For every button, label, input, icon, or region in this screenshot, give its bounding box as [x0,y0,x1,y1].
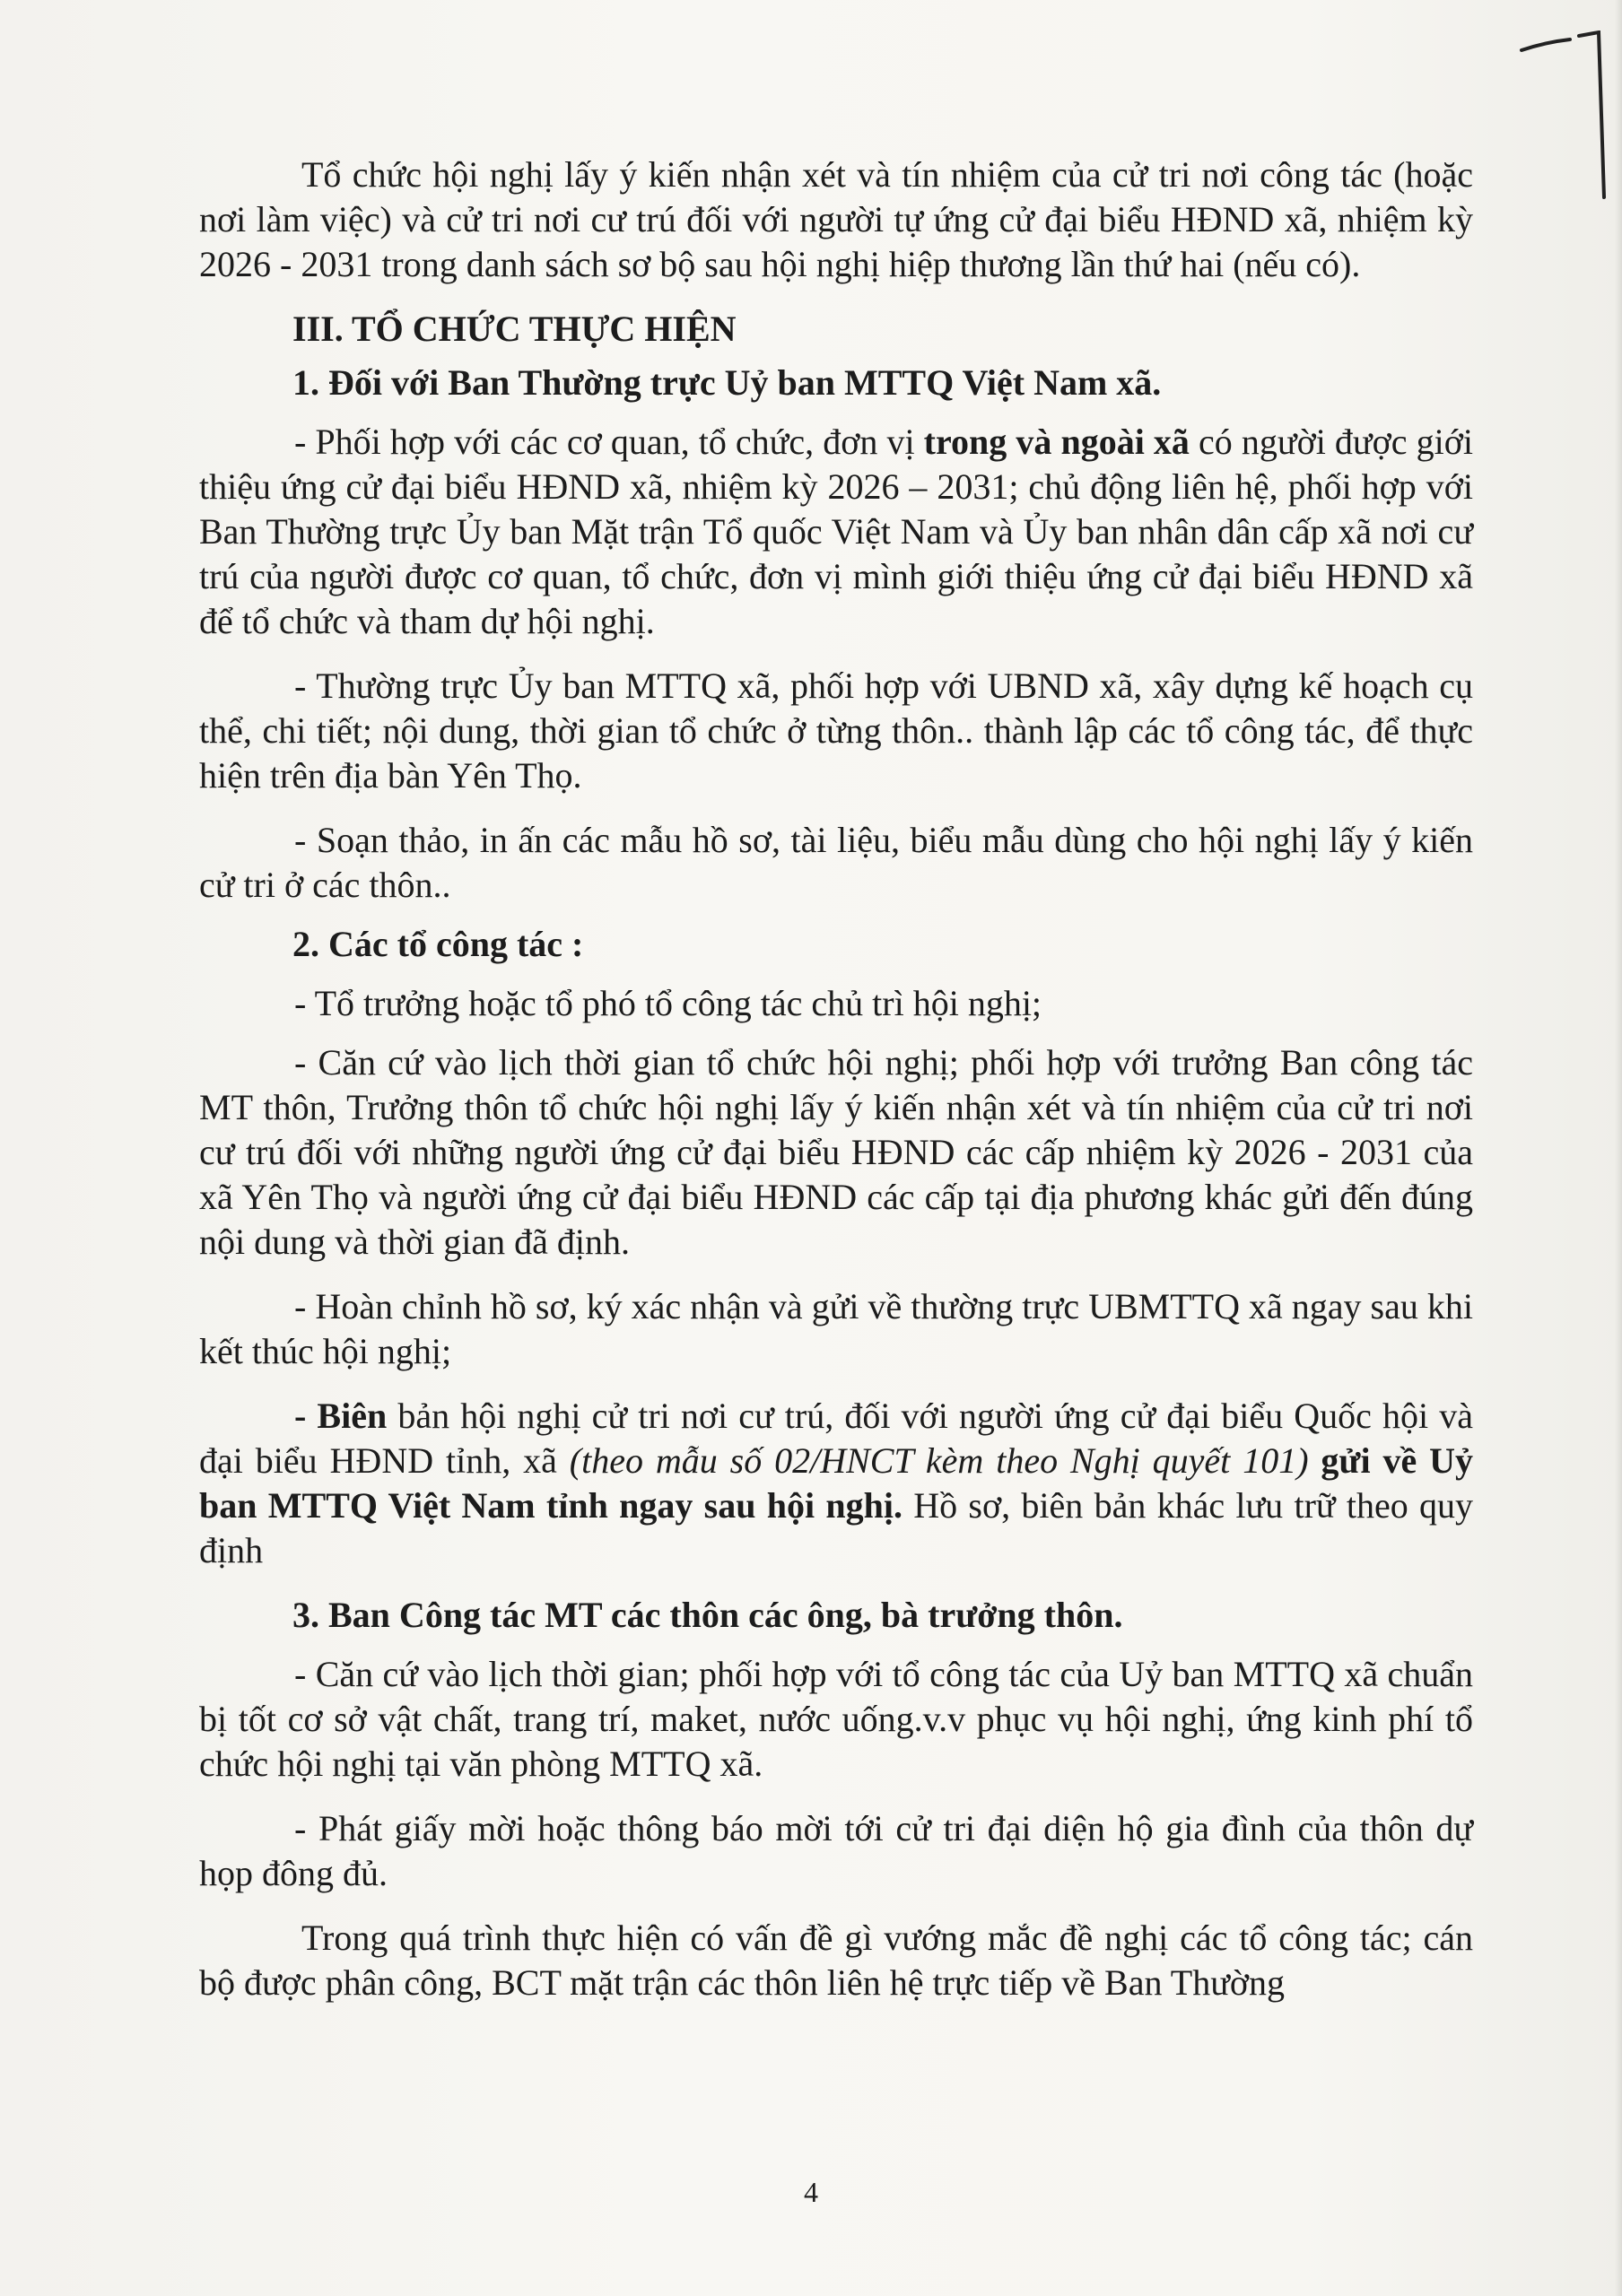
heading-to-cong-tac: 2. Các tổ công tác : [292,924,584,964]
closing-paragraph: Trong quá trình thực hiện có vấn đề gì vướng mắc đề nghị các tổ công tác; cán bộ được phân công, BCT mặt trận các thôn liên hệ trực tiếp về Ban Thường [199,1918,1473,2003]
ban-thuong-truc-item-3: - Soạn thảo, in ấn các mẫu hồ sơ, tài liệu, biểu mẫu dùng cho hội nghị lấy ý kiến cử tri ở các thôn.. [199,820,1473,905]
scan-edge-shadow [1615,0,1622,2296]
ban-cong-tac-item-1: - Căn cứ vào lịch thời gian; phối hợp với tổ công tác của Uỷ ban MTTQ xã chuẩn bị tốt cơ sở vật chất, trang trí, maket, nước uống.v.v phục vụ hội nghị, ứng kinh phí tổ chức hội nghị tại văn phòng MTTQ xã. [199,1654,1473,1784]
page-edge-mark [1518,30,1617,201]
intro-paragraph: Tổ chức hội nghị lấy ý kiến nhận xét và tín nhiệm của cử tri nơi công tác (hoặc nơi làm việc) và cử tri nơi cư trú đối với người tự ứng cử đại biểu HĐND xã, nhiệm kỳ 2026 - 2031 trong danh sách sơ bộ sau hội nghị hiệp thương lần thứ hai (nếu có). [199,154,1473,284]
ban-thuong-truc-item-1 [199,420,1473,644]
to-cong-tac-item-2: - Căn cứ vào lịch thời gian tổ chức hội nghị; phối hợp với trưởng Ban công tác MT thôn, Trưởng thôn tổ chức hội nghị lấy ý kiến nhận xét và tín nhiệm của cử tri nơi cư trú đối với những người ứng cử đại biểu HĐND các cấp nhiệm kỳ 2026 - 2031 của xã Yên Thọ và người ứng cử đại biểu HĐND các cấp tại địa phương khác gửi đến đúng nội dung và thời gian đã định. [199,1042,1473,1262]
to-cong-tac-item-1: - Tổ trưởng hoặc tổ phó tổ công tác chủ trì hội nghị; [294,983,1042,1023]
heading-ban-cong-tac-mt: 3. Ban Công tác MT các thôn các ông, bà trưởng thôn. [292,1595,1123,1635]
item-text: bản hội nghị cử tri nơi cư trú, đối với người ứng cử đại biểu Quốc hội và đại biểu HĐND tỉnh, xã [199,1396,1473,1481]
item-text: có người được giới thiệu ứng cử đại biểu HĐND xã, nhiệm kỳ 2026 – 2031; chủ động liên hệ, phối hợp với Ban Thường trực Ủy ban Mặt trận Tổ quốc Việt Nam và Ủy ban nhân dân cấp xã nơi cư trú của người được cơ quan, tổ chức, đơn vị mình giới thiệu ứng cử đại biểu HĐND xã để tổ chức và tham dự hội nghị. [199,422,1473,641]
to-cong-tac-item-3: - Hoàn chỉnh hồ sơ, ký xác nhận và gửi về thường trực UBMTTQ xã ngay sau khi kết thúc hội nghị; [199,1286,1473,1371]
ban-thuong-truc-item-2: - Thường trực Ủy ban MTTQ xã, phối hợp với UBND xã, xây dựng kế hoạch cụ thể, chi tiết; nội dung, thời gian tổ chức ở từng thôn.. thành lập các tổ công tác, để thực hiện trên địa bàn Yên Thọ. [199,665,1473,796]
item-text: - Phối hợp với các cơ quan, tổ chức, đơn vị [294,422,924,462]
item-text-italic: (theo mẫu số 02/HNCT kèm theo Nghị quyết 101) [569,1440,1309,1481]
ban-cong-tac-item-2: - Phát giấy mời hoặc thông báo mời tới cử tri đại diện hộ gia đình của thôn dự họp đông đủ. [199,1808,1473,1893]
item-text: Hồ sơ, biên bản khác lưu trữ theo quy định [199,1485,1473,1570]
to-cong-tac-item-4 [199,1394,1473,1573]
document-body [199,152,1473,2005]
item-text-bold: gửi về Uỷ ban MTTQ Việt Nam tỉnh ngay sau hội nghị. [199,1440,1473,1526]
page-number: 4 [804,2176,818,2208]
heading-ban-thuong-truc: 1. Đối với Ban Thường trực Uỷ ban MTTQ Việt Nam xã. [292,362,1162,403]
item-text-bold: - Biên [294,1396,388,1436]
item-text-bold: trong và ngoài xã [923,422,1190,462]
section-heading: III. TỔ CHỨC THỰC HIỆN [292,309,737,349]
